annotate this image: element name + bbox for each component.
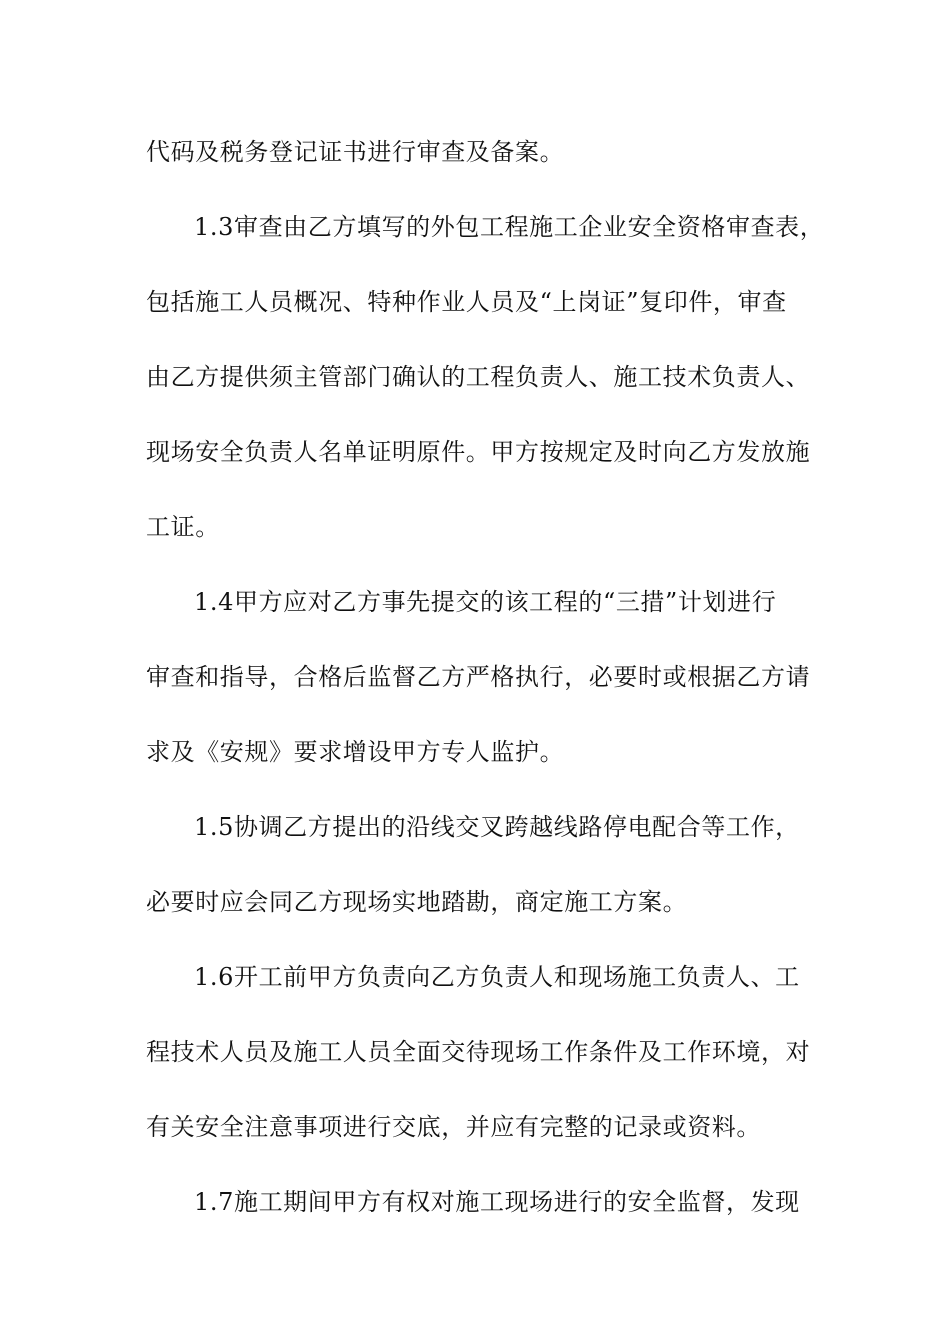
text-line: 包括施工人员概况、特种作业人员及“上岗证”复印件，审查 xyxy=(146,288,787,316)
clause-1-5-line: 1.5协调乙方提出的沿线交叉跨越线路停电配合等工作， xyxy=(194,813,800,841)
text-line: 有关安全注意事项进行交底，并应有完整的记录或资料。 xyxy=(146,1113,761,1141)
text-line: 由乙方提供须主管部门确认的工程负责人、施工技术负责人、 xyxy=(146,363,811,391)
text-line: 代码及税务登记证书进行审查及备案。 xyxy=(146,138,565,166)
text-line: 必要时应会同乙方现场实地踏勘，商定施工方案。 xyxy=(146,888,688,916)
text-line: 求及《安规》要求增设甲方专人监护。 xyxy=(146,738,565,766)
text-line: 程技术人员及施工人员全面交待现场工作条件及工作环境，对 xyxy=(146,1038,811,1066)
clause-1-3-line: 1.3审查由乙方填写的外包工程施工企业安全资格审查表， xyxy=(194,213,825,241)
clause-1-7-line: 1.7施工期间甲方有权对施工现场进行的安全监督，发现 xyxy=(194,1188,800,1216)
clause-1-6-line: 1.6开工前甲方负责向乙方负责人和现场施工负责人、工 xyxy=(194,963,800,991)
text-line: 现场安全负责人名单证明原件。甲方按规定及时向乙方发放施 xyxy=(146,438,811,466)
text-line: 工证。 xyxy=(146,513,220,541)
clause-1-4-line: 1.4甲方应对乙方事先提交的该工程的“三措”计划进行 xyxy=(194,588,777,616)
text-line: 审查和指导，合格后监督乙方严格执行，必要时或根据乙方请 xyxy=(146,663,811,691)
